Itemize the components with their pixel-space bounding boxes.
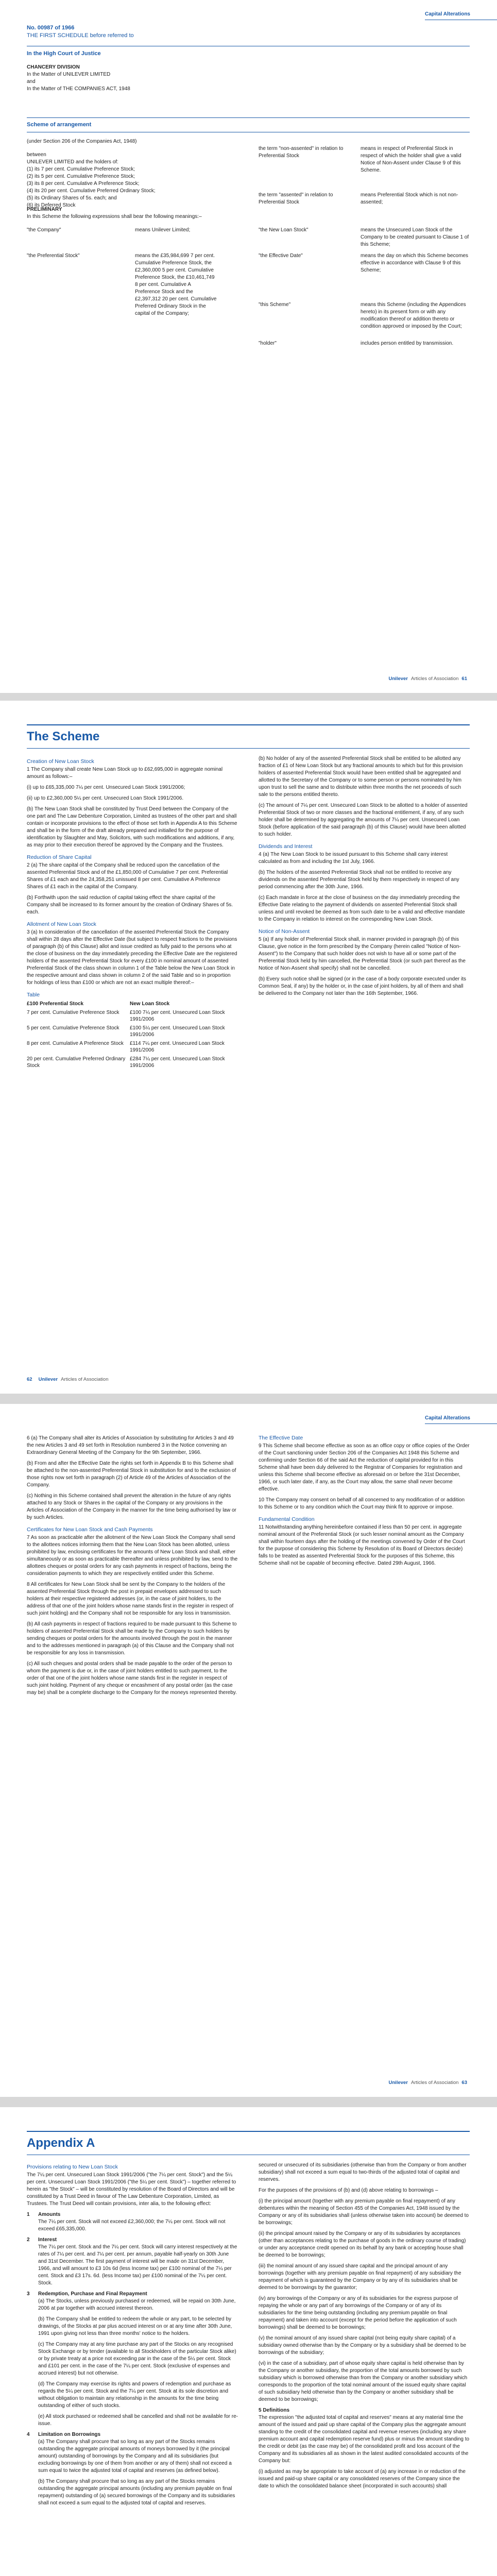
table-cell: £284 7¼ per cent. Unsecured Loan Stock 1991/2006 bbox=[130, 1056, 225, 1069]
creation-heading: Creation of New Loan Stock bbox=[27, 758, 94, 765]
paragraph: (a) The Company shall procure that so long as any part of the Stocks remains outstanding the aggregate principal amounts of moneys borrowed by it (the principal amount) outstanding of borrowings by the Company and all its subsidiaries (but excluding borrowings by one of them from another or any of them) shall not exceed a sum equal to twice the adjusted total of capital and reserves (as defined below). bbox=[38, 2439, 232, 2473]
holder-item: (2) its 5 per cent. Cumulative Preference Stock; bbox=[27, 174, 135, 179]
def-term: "the New Loan Stock" bbox=[259, 227, 309, 233]
table-cell: 20 per cent. Cumulative Preferred Ordinary Stock bbox=[27, 1056, 126, 1069]
paragraph: 10 The Company may consent on behalf of all concerned to any modification of or addition to this Scheme or to any condition which the Court may think fit to approve or impose. bbox=[259, 1497, 465, 1510]
running-header: Capital Alterations bbox=[425, 11, 470, 17]
non-assented-term: the term "non-assented" in relation to Preferential Stock bbox=[259, 146, 344, 159]
def-meaning: means the day on which this Scheme becomes effective in accordance with Clause 9 of this Scheme; bbox=[361, 253, 468, 273]
scheme-subheading: (under Section 206 of the Companies Act, 1948) bbox=[27, 139, 137, 144]
paragraph: 7 As soon as practicable after the allotment of the New Loan Stock the Company shall send to the allottees notices informing them that the New Loan Stock has been allotted, unless prohibited by law, enclosing certificates for the amounts of New Loan Stock and shall, either simultaneously or as soon as practicable thereafter and unless prohibited by law, send to the allottees cheques or postal orders for any cash payments in respect of fractions, being the consideration payments to which they are respectively entitled under this Scheme. bbox=[27, 1535, 238, 1577]
paragraph: (b) The holders of the assented Preferential Stock shall not be entitled to receive any dividends on the assented Preferential Stock held by them respectively in respect of any period commencing after the 30th June, 1966. bbox=[259, 870, 459, 890]
paragraph: 8 All certificates for New Loan Stock shall be sent by the Company to the holders of the assented Preferential Stock through the post in prepaid envelopes addressed to such holders at their respective registered addresses (or, in the case of joint holders, to the address of that one of the joint holders whose name stands first in the register in respect of such joint holding) and the Company shall not be responsible for any loss in transmission. bbox=[27, 1582, 234, 1616]
page-61 bbox=[0, 0, 497, 693]
def-term: "the Effective Date" bbox=[259, 253, 303, 259]
creation-text: 1 The Company shall create New Loan Stock up to £62,695,000 in aggregate nominal amount as follows:– bbox=[27, 767, 223, 779]
page-63 bbox=[0, 1404, 497, 2097]
between: between bbox=[27, 152, 46, 158]
table-cell: 7 per cent. Cumulative Preference Stock bbox=[27, 1010, 119, 1015]
table-cell: £100 7¼ per cent. Unsecured Loan Stock 1991/2006 bbox=[130, 1010, 225, 1022]
paragraph: (b) The Company shall procure that so long as any part of the Stocks remains outstanding the aggregate principal amounts (including any premium payable on final repayment) outstanding of (a) secured borrowings of the Company and its subsidiaries shall not exceed a sum equal to the adjusted total of capital and reserves. bbox=[38, 2479, 235, 2506]
paragraph: (b) The Company shall be entitled to redeem the whole or any part, to be selected by drawings, of the Stocks at par plus accrued interest on or at any time after 30th June, 1991 upon giving not less than three months' notice to the holders. bbox=[38, 2316, 232, 2336]
allotment-text: 3 (a) In consideration of the cancellation of the assented Preferential Stock the Company shall within 28 days after the Effective Date (but subject to respect fractions to the provisions of paragraph (b) of this Clause) allot and issue credited as fully paid to the persons who at the close of business on the day immediately preceding the Effective Date are the registered holders of the assented Preferential Stock for every £100 in nominal amount of assented Preferential Stock of the class shown in column 1 of the Table below the New Loan Stock in the respective amount and class shown in column 2 of the said Table and so in proportion for holdings of less than £100 or which are not an exact multiple thereof:– bbox=[27, 929, 237, 986]
paragraph: 5 (a) If any holder of Preferential Stock shall, in manner provided in paragraph (b) of this Clause, give notice in the form prescribed by the Company (herein called "Notice of Non-Assent") to the Company that such holder does not wish to have all or some part of the Preferential Stock held by him cancelled, the Preferential Stock (or such part thereof as the Notice of Non-Assent shall specify) shall not be cancelled. bbox=[259, 937, 466, 971]
page-number: 61 bbox=[461, 676, 467, 682]
page-footer bbox=[27, 1377, 108, 1382]
holders-intro: UNILEVER LIMITED and the holders of: bbox=[27, 159, 118, 165]
creation-item: (b) The New Loan Stock shall be constituted by Trust Deed between the Company of the one part and The Law Debenture Corporation, Limited as trustees of the other part and shall contain or incorporate provisions to the effect of those set forth in Appendix A to this Scheme and shall be in the form of the draft already prepared and initialled for the purpose of identification by Slaughter and May, Solicitors, with such modifications and additions, if any, as may prior to their execution thereof be approved by the Company and the Trustees. bbox=[27, 806, 237, 848]
paragraph: 11 Notwithstanding anything hereinbefore contained if less than 50 per cent. in aggregate nominal amount of the Preferential Stock (or such lesser nominal amount as the Company shall within fourteen days after the holding of the meetings convened by Order of the Court for the purpose of considering this Scheme by Resolution of its Board of Directors decide) falls to be treated as assented Preferential Stock for the purposes of this Scheme, this Scheme shall not be capable of becoming effective. Dated 29th August, 1966. bbox=[259, 1524, 465, 1566]
right-column bbox=[259, 2162, 470, 2494]
non-assented-def: means in respect of Preferential Stock in respect of which the holder shall give a valid Notice of Non-Assent under Clause 9 of this Scheme. bbox=[361, 146, 461, 173]
case-number: No. 00987 of 1966 bbox=[27, 25, 75, 31]
paragraph: (i) adjusted as may be appropriate to take account of (a) any increase in or reduction of the issued and paid-up share capital or any consolidated reserves of the Company since the date to which the consolidated balance sheet (incorporated in such accounts) shall bbox=[259, 2469, 466, 2489]
left-column bbox=[27, 2159, 238, 2511]
divider bbox=[27, 724, 470, 725]
creation-item: (ii) up to £2,360,000 5¼ per cent. Unsecured Loan Stock 1991/2006. bbox=[27, 795, 184, 801]
footer-title: Articles of Association bbox=[411, 676, 459, 682]
paragraph: (i) the principal amount (together with any premium payable on final repayment) of any debentures within the meaning of Section 455 of the Companies Act, 1948 issued by the Company or any of its subsidiaries shall (unless otherwise taken into account) be deemed to be borrowings; bbox=[259, 2198, 469, 2226]
conversion-table bbox=[27, 999, 238, 1070]
page-footer bbox=[386, 2080, 470, 2086]
paragraph: (iii) the nominal amount of any issued share capital and the principal amount of any borrowings (together with any premium payable on final repayment) of any subsidiary the repayment of which is guaranteed by the Company or by any of its subsidiaries shall be deemed to be borrowings by the guarantor; bbox=[259, 2263, 461, 2291]
holder-item: (6) its Deferred Stock bbox=[27, 202, 76, 208]
item-number: 3 bbox=[27, 2291, 30, 2297]
item-title: Limitation on Borrowings bbox=[38, 2432, 101, 2437]
item-number: 2 bbox=[27, 2237, 30, 2243]
table-row bbox=[27, 1055, 238, 1070]
paragraph: For the purposes of the provisions of (b) and (d) above relating to borrowings – bbox=[259, 2188, 438, 2193]
def-meaning: includes person entitled by transmission. bbox=[361, 341, 454, 346]
page-number: 62 bbox=[27, 1377, 32, 1382]
effective-heading: The Effective Date bbox=[259, 1435, 303, 1441]
right-column bbox=[259, 1435, 470, 1571]
def-meaning: means Unilever Limited; bbox=[135, 227, 191, 233]
paragraph: The 7¼ per cent. Unsecured Loan Stock 1991/2006 ("the 7¼ per cent. Stock") and the 5¼ per cent. Unsecured Loan Stock 1991/2006 ("the 5¼ per cent. Stock") – together referred to herein as "the Stock" – will be constituted by resolution of the Board of Directors and will be constituted by a Trust Deed in favour of The Law Debenture Corporation, Limited, as Trustees. The Trust Deed will contain provisions, inter alia, to the following effect: bbox=[27, 2172, 236, 2207]
holder-item: (1) its 7 per cent. Cumulative Preference Stock; bbox=[27, 166, 135, 172]
paragraph: The 7¼ per cent. Stock will not exceed £2,360,000; the 7¼ per cent. Stock will not exceed £65,335,000. bbox=[38, 2219, 226, 2232]
paragraph: (d) The Company may exercise its rights and powers of redemption and purchase as regards the 5¼ per cent. Stock and the 7¼ per cent. Stock at its sole discretion and without obligation to maintain any relationship in the amounts for the time being outstanding of either of such stocks. bbox=[38, 2381, 231, 2409]
table-cell: 5 per cent. Cumulative Preference Stock bbox=[27, 1025, 119, 1031]
table-row bbox=[27, 1039, 238, 1055]
assented-term: the term "assented" in relation to Preferential Stock bbox=[259, 192, 333, 205]
paragraph: (e) All stock purchased or redeemed shall be cancelled and shall not be available for re-issue. bbox=[38, 2414, 238, 2427]
court: In the High Court of Justice bbox=[27, 50, 101, 57]
paragraph: (iv) any borrowings of the Company or any of its subsidiaries for the express purpose of repaying the whole or any part of any borrowings of the Company or of any of its subsidiaries for the time being outstanding (including any premium payable on final repayment) and taken into account (except for the period before the application of such borrowings) shall be deemed to be borrowings; bbox=[259, 2296, 458, 2330]
footer-title: Articles of Association bbox=[411, 2080, 459, 2086]
paragraph: (a) The Stocks, unless previously purchased or redeemed, will be repaid on 30th June, 2006 at par together with accrued interest thereon. bbox=[38, 2298, 236, 2311]
fundamental-heading: Fundamental Condition bbox=[259, 1516, 315, 1522]
right-column bbox=[259, 755, 470, 1001]
table-row bbox=[27, 999, 238, 1008]
paragraph: (b) Every such notice shall be signed (or in the case of a body corporate executed under its Common Seal, if any) by the holder or, in the case of joint holders, by all of them and shall be delivered to the Company not later than the 16th September, 1966. bbox=[259, 976, 467, 996]
table-row bbox=[27, 1024, 238, 1039]
reduction-text: 2 (a) The share capital of the Company shall be reduced upon the cancellation of the assented Preferential Stock and of the £1,850,000 of Cumulative 7 per cent. Preferential Shares of £1 each and the 24,358,251 unissued 8 per cent. Cumulative A Preference Shares of £1 each in the capital of the Company. bbox=[27, 862, 228, 890]
paragraph: (v) the nominal amount of any issued share capital (not being equity share capital) of a subsidiary owned otherwise than by the Company or by a subsidiary shall be deemed to be borrowings of the subsidiary; bbox=[259, 2335, 467, 2355]
divider bbox=[27, 748, 470, 749]
preliminary-heading: PRELIMINARY bbox=[27, 207, 62, 212]
paragraph: (c) Nothing in this Scheme contained shall prevent the alteration in the future of any rights attached to any Stock or Shares in the capital of the Company or any provisions in the Articles of Association of the Company in the manner for the time being authorised by law or by such Articles. bbox=[27, 1493, 236, 1520]
page-62 bbox=[0, 701, 497, 1394]
reduction-text: (b) Forthwith upon the said reduction of capital taking effect the share capital of the Company shall be increased to its former amount by the creation of Ordinary Shares of 5s. each. bbox=[27, 895, 233, 915]
scheme-parties bbox=[27, 138, 238, 209]
page-64 bbox=[0, 2107, 497, 2576]
left-column bbox=[27, 753, 238, 1070]
footer-brand: Unilever bbox=[38, 1377, 58, 1382]
matter-3: In the Matter of THE COMPANIES ACT, 1948 bbox=[27, 86, 130, 92]
page-number: 63 bbox=[461, 2080, 467, 2086]
table-heading: Table bbox=[27, 992, 40, 998]
def-meaning: means the £35,984,699 7 per cent. Cumulative Preference Stock, the £2,360,000 5 per cent. Cumulative Preference Stock, the £10,461,749 8 per cent. Cumulative A Preference Stock and the £2,397,312 20 per cent. Cumulative Preferred Ordinary Stock in the capital of the Company; bbox=[135, 253, 217, 316]
item-title: Redemption, Purchase and Final Repayment bbox=[38, 2291, 147, 2297]
holder-item: (5) its Ordinary Shares of 5s. each; and bbox=[27, 195, 117, 201]
paragraph: The 7¼ per cent. Stock and the 7¼ per cent. Stock will carry interest respectively at the rates of 7¼ per cent. and 7¼ per cent. per annum, payable half-yearly on 30th June and 31st December. The first payment of interest will be made on 31st December, 1966, and will amount to £3 10s 6d (less Income tax) per £100 nominal of the 7¼ per cent. Stock and £3 17s. 6d. (less Income tax) per £100 nominal of the 7¼ per cent. Stock. bbox=[38, 2244, 237, 2286]
item-number: 4 bbox=[27, 2432, 30, 2437]
table-row bbox=[27, 1008, 238, 1024]
dividends-heading: Dividends and Interest bbox=[259, 843, 313, 850]
paragraph: 6 (a) The Company shall alter its Articles of Association by substituting for Articles 3 and 49 the new Articles 3 and 49 set forth in Resolution numbered 3 in the Notice convening an Extraordinary General Meeting of the Company for the 9th September, 1966. bbox=[27, 1435, 234, 1455]
table-cell: £100 5¼ per cent. Unsecured Loan Stock 1991/2006 bbox=[130, 1025, 225, 1038]
def-term: "holder" bbox=[259, 341, 277, 346]
creation-item: (i) up to £65,335,000 7¼ per cent. Unsecured Loan Stock 1991/2006; bbox=[27, 785, 185, 790]
footer-brand: Unilever bbox=[388, 2080, 408, 2086]
case-header bbox=[27, 25, 470, 93]
paragraph: secured or unsecured of its subsidiaries (otherwise than from the Company or from another subsidiary) shall not exceed a sum equal to two-thirds of the adjusted total of capital and reserves. bbox=[259, 2162, 467, 2182]
paragraph: (c) The amount of 7¼ per cent. Unsecured Loan Stock to be allotted to a holder of assented Preferential Stock of two or more classes and the fractional entitlement, if any, of any such holder shall be determined by aggregating the amounts of 7¼ per cent. Unsecured Loan Stock (before application of the said paragraph (b) of this Clause) would have been allotted to such holder. bbox=[259, 803, 468, 837]
item-heading bbox=[27, 2291, 238, 2298]
appendix-title: Appendix A bbox=[27, 2136, 95, 2150]
item-number: 1 bbox=[27, 2212, 30, 2217]
divider bbox=[27, 117, 470, 118]
table-cell: 8 per cent. Cumulative A Preference Stock bbox=[27, 1041, 124, 1046]
paragraph: The expression "the adjusted total of capital and reserves" means at any material time the amount of the issued and paid up share capital of the Company plus the aggregate amount standing to the credit of the consolidated capital and revenue reserves (including any share premium account and capital redemption reserve fund) plus or minus the amount standing to the credit or debit (as the case may be) of the consolidated profit and loss account of the Company and its subsidiaries all as shown in the latest audited consolidated accounts of the Company but: bbox=[259, 2415, 470, 2464]
holder-item: (4) its 20 per cent. Cumulative Preferred Ordinary Stock; bbox=[27, 188, 156, 194]
def-meaning: means this Scheme (including the Appendices hereto) in its present form or with any modification thereof or addition thereto or condition approved or imposed by the Court; bbox=[361, 302, 466, 329]
def-meaning: means the Unsecured Loan Stock of the Company to be created pursuant to Clause 1 of this Scheme; bbox=[361, 227, 469, 247]
division: CHANCERY DIVISION bbox=[27, 64, 80, 70]
running-header: Capital Alterations bbox=[425, 1415, 470, 1421]
def-term: "the Preferential Stock" bbox=[27, 253, 80, 259]
preliminary bbox=[27, 206, 470, 221]
certificates-heading: Certificates for New Loan Stock and Cash Payments bbox=[27, 1527, 153, 1533]
item-heading bbox=[27, 2211, 238, 2218]
def-term: "the Company" bbox=[27, 227, 61, 233]
holder-item: (3) its 8 per cent. Cumulative A Preference Stock; bbox=[27, 181, 140, 187]
item-heading bbox=[27, 2236, 238, 2244]
preliminary-text: In this Scheme the following expressions shall bear the following meanings:– bbox=[27, 214, 202, 219]
item-title: Amounts bbox=[38, 2212, 61, 2217]
provisions-heading: Provisions relating to New Loan Stock bbox=[27, 2164, 118, 2170]
paragraph: (ii) the principal amount raised by the Company or any of its subsidiaries by acceptances (other than acceptances relating to the purchase of goods in the ordinary course of trading) or under any acceptance credit opened on its behalf by any bank or accepting house shall be deemed to be borrowings; bbox=[259, 2231, 466, 2258]
table-cell: New Loan Stock bbox=[130, 1001, 170, 1007]
paragraph: (b) All cash payments in respect of fractions required to be made pursuant to this Scheme to holders of assented Preferential Stock shall be made by the Company to such holders by sending cheques or postal orders for the amounts involved through the post in the manner and to the addresses mentioned in paragraph (a) of this Clause and the Company shall not be responsible for any loss in transmission. bbox=[27, 1621, 237, 1656]
scheme-heading: Scheme of arrangement bbox=[27, 122, 92, 128]
paragraph: 4 (a) The New Loan Stock to be issued pursuant to this Scheme shall carry interest calculated as from and including the 1st July, 1966. bbox=[259, 852, 448, 865]
left-column bbox=[27, 1435, 238, 1700]
definitions-heading: 5 Definitions bbox=[259, 2408, 290, 2413]
page-footer bbox=[386, 676, 470, 682]
table-cell: £100 Preferential Stock bbox=[27, 1001, 84, 1007]
schedule-ref: THE FIRST SCHEDULE before referred to bbox=[27, 32, 134, 39]
allotment-heading: Allotment of New Loan Stock bbox=[27, 921, 96, 927]
item-title: Interest bbox=[38, 2237, 57, 2243]
footer-brand: Unilever bbox=[388, 676, 408, 682]
matter-2: and bbox=[27, 79, 36, 84]
paragraph: (vi) in the case of a subsidiary, part of whose equity share capital is held otherwise than by the Company or another subsidiary, the proportion of the total amounts borrowed by such subsidiary which is borrowed otherwise than from the Company or another subsidiary which corresponds to the proportion of the total nominal amount of the issued equity share capital of such subsidiary held otherwise than by the Company or another subsidiary shall be deemed to be borrowings; bbox=[259, 2361, 468, 2402]
paragraph: (b) From and after the Effective Date the rights set forth in Appendix B to this Scheme shall be attached to the non-assented Preferential Stock in substitution for and to the exclusion of those rights now set forth in paragraph (2) of Article 49 of the Articles of Association of the Company. bbox=[27, 1461, 236, 1488]
paragraph: (c) All such cheques and postal orders shall be made payable to the order of the person to whom the payment is due or, in the case of joint holders entitled to such payment, to the order of that one of the joint holders whose name stands first in the register in respect of such joint holding. Payment of any cheque or encashment of any postal order (as the case may be) shall be a complete discharge to the Company for the moneys represented thereby. bbox=[27, 1661, 237, 1696]
matter-1: In the Matter of UNILEVER LIMITED bbox=[27, 72, 111, 77]
paragraph: (c) The Company may at any time purchase any part of the Stocks on any recognised Stock Exchange or by tender (available to all Stockholders of the particular Stock alike) or by private treaty at a price not exceeding par in the case of the 5¼ per cent. Stock and £101 per cent. in the case of the 7¼ per cent. Stock (exclusive of expenses and accrued interest) but not otherwise. bbox=[38, 2342, 236, 2376]
paragraph: (c) Each mandate in force at the close of business on the day immediately preceding the Effective Date relating to the payment of dividends on assented Preferential Stock shall unless and until revoked be deemed as from such date to be a valid and effective mandate to the Company in relation to interest on the corresponding New Loan Stock. bbox=[259, 895, 465, 922]
paragraph: 9 This Scheme shall become effective as soon as an office copy or office copies of the Order of the Court sanctioning under Section 206 of the Companies Act 1948 this Scheme and confirming under Section 66 of the said Act the reduction of capital provided for in this Scheme shall have been duly delivered to the Registrar of Companies for registration and unless this Scheme shall become effective as aforesaid on or before the 31st December, 1966, or such later date, if any, as the Court may allow, the same shall never become effective. bbox=[259, 1443, 470, 1492]
non-assent-heading: Notice of Non-Assent bbox=[259, 928, 310, 935]
reduction-heading: Reduction of Share Capital bbox=[27, 854, 92, 860]
def-term: "this Scheme" bbox=[259, 302, 291, 308]
item-heading bbox=[27, 2431, 238, 2438]
table-cell: £114 7¼ per cent. Unsecured Loan Stock 1991/2006 bbox=[130, 1041, 225, 1053]
assented-def: means Preferential Stock which is not non-assented; bbox=[361, 192, 458, 205]
paragraph: (b) No holder of any of the assented Preferential Stock shall be entitled to be allotted any fraction of £1 of New Loan Stock but any fractional amounts to which but for this provision holders of assented Preferential Stock would have been entitled shall be aggregated and allotted to the Secretary of the Company or to some person or persons nominated by him upon trust to sell the same and to distribute within three months the net proceeds of such sale to the persons entitled thereto. bbox=[259, 756, 463, 798]
divider bbox=[27, 2131, 470, 2132]
footer-title: Articles of Association bbox=[61, 1377, 109, 1382]
scheme-title: The Scheme bbox=[27, 730, 100, 743]
